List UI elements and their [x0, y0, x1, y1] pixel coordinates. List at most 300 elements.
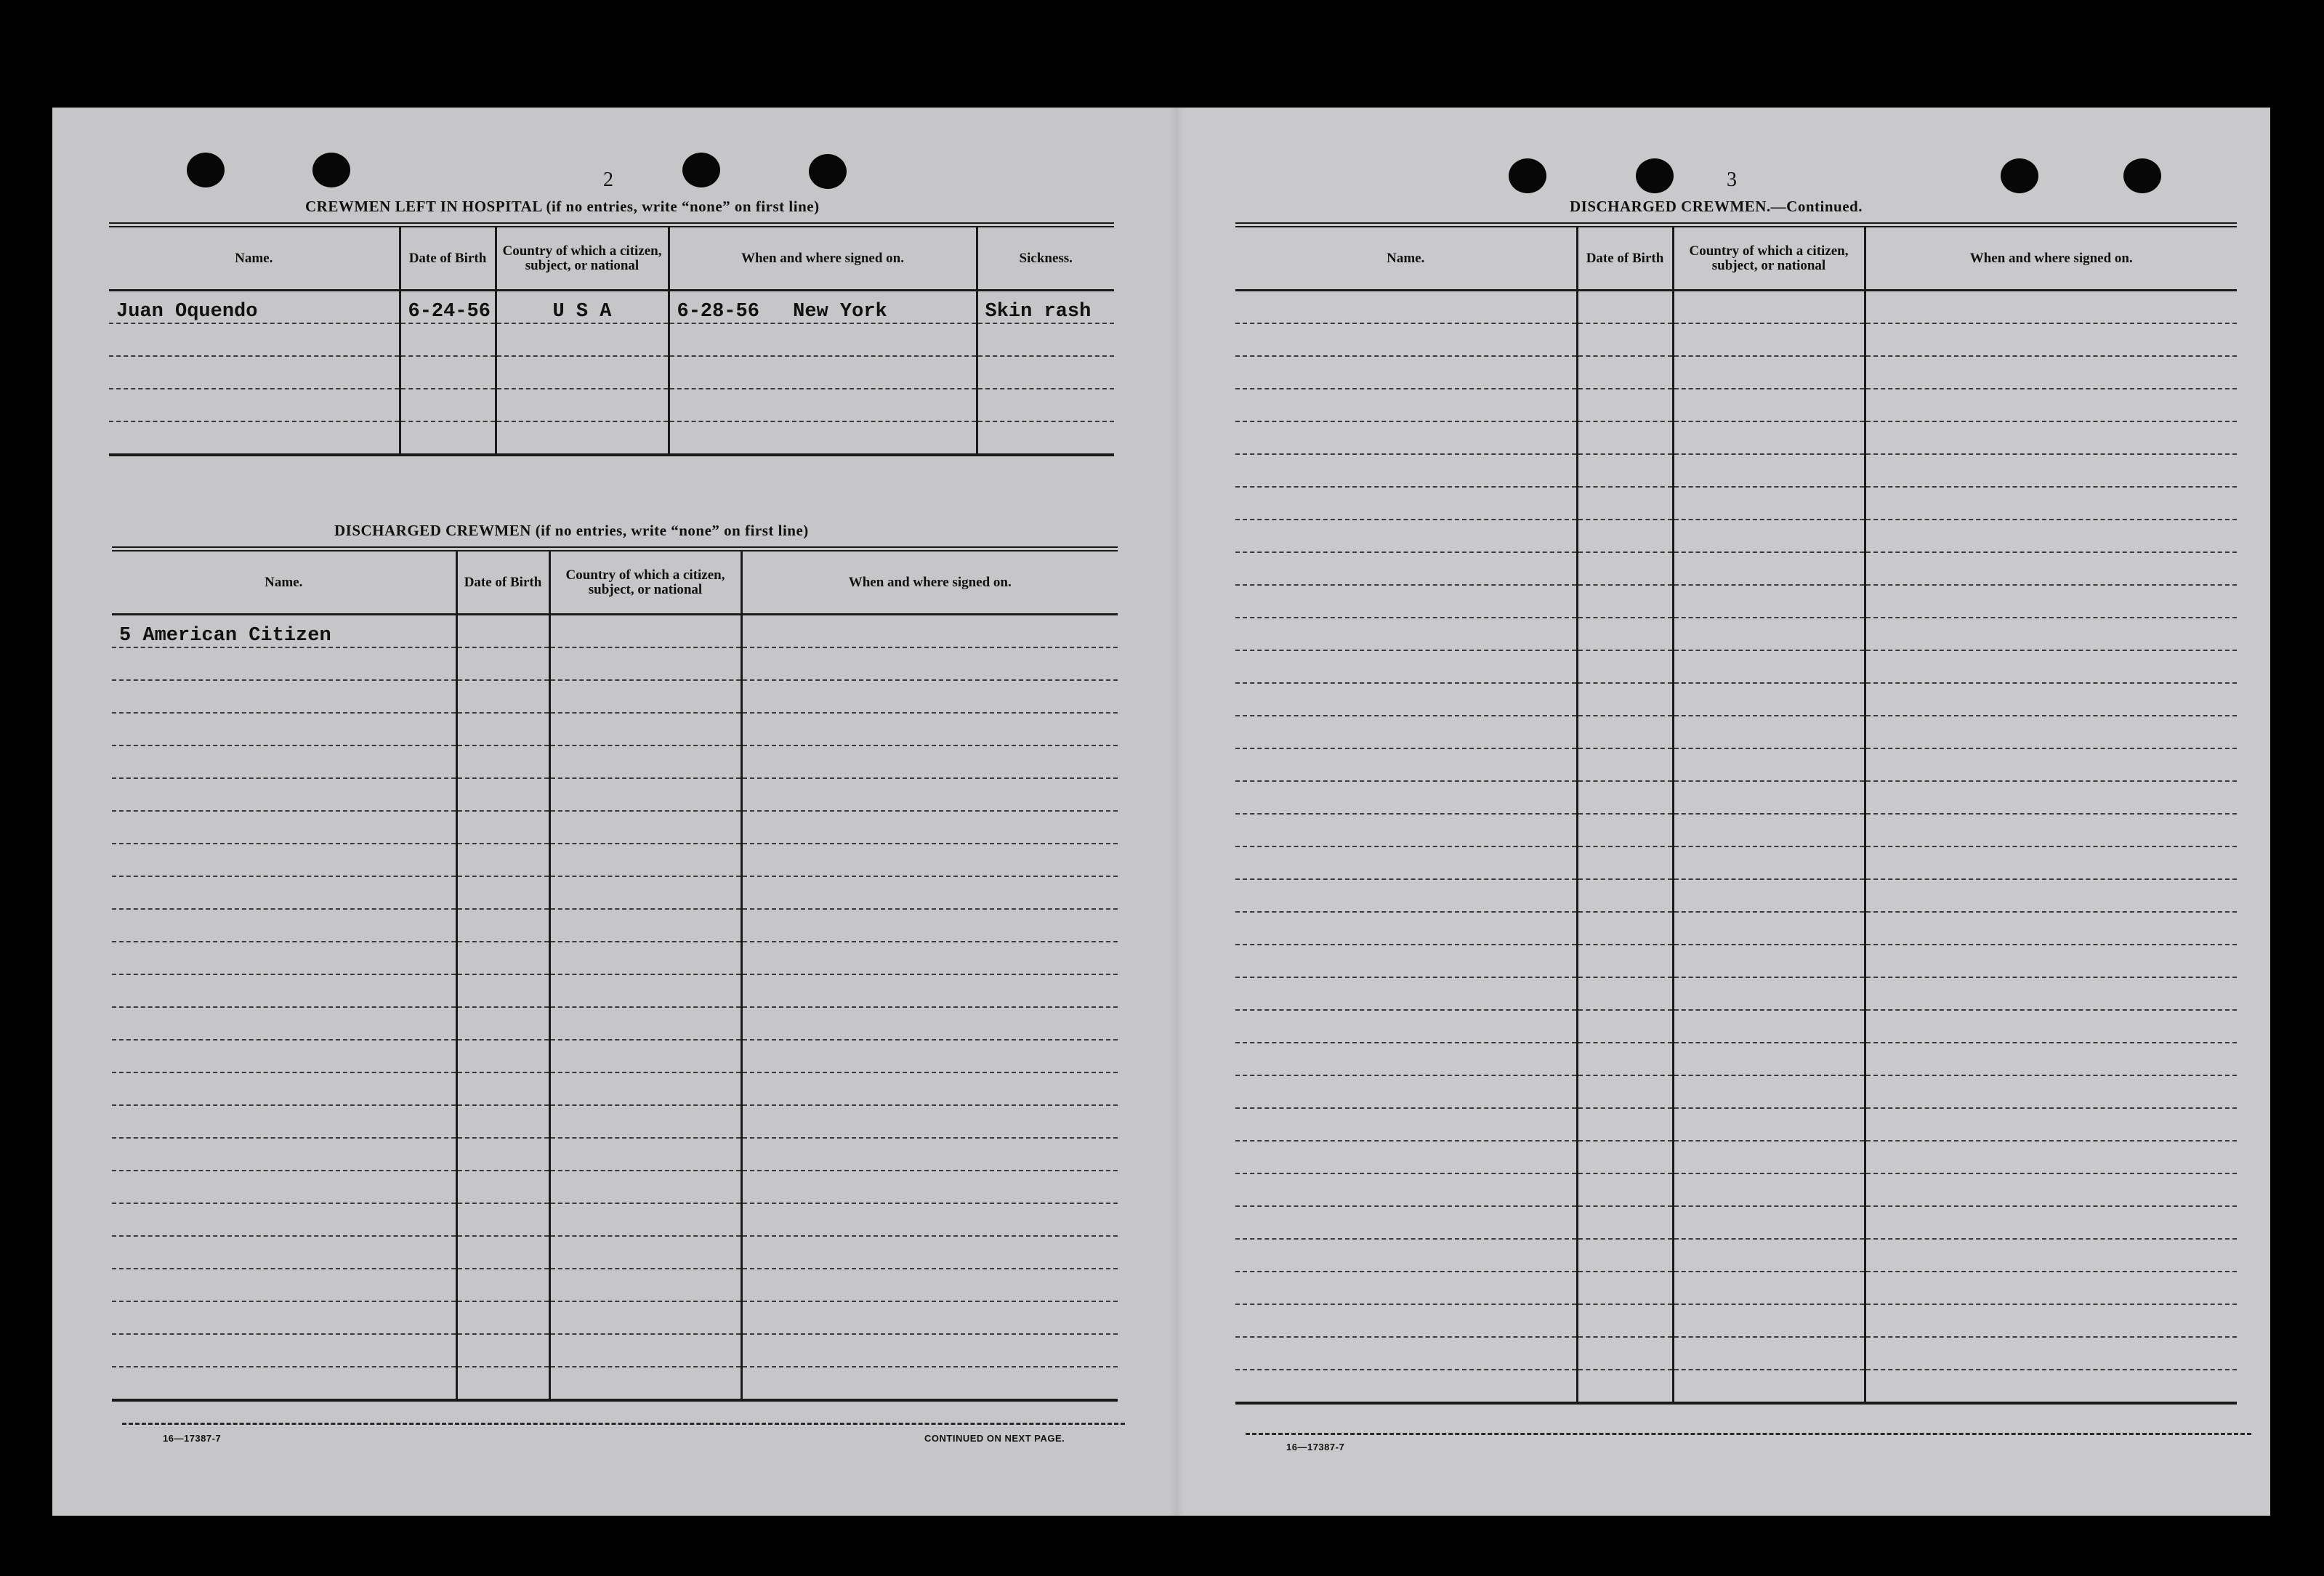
blank-cell	[1235, 1370, 1577, 1403]
table-row	[1235, 323, 2237, 356]
blank-cell	[1577, 389, 1673, 421]
blank-cell	[1865, 291, 2237, 324]
blank-cell	[1577, 585, 1673, 618]
blank-cell	[1577, 1370, 1673, 1403]
blank-cell	[1865, 585, 2237, 618]
blank-cell	[549, 1236, 741, 1269]
blank-cell	[1235, 618, 1577, 650]
table-row	[1235, 879, 2237, 912]
punch-hole	[1636, 158, 1674, 193]
blank-cell	[549, 1203, 741, 1236]
column-header-country: Country of which a citizen, subject, or national	[1673, 225, 1865, 291]
blank-cell	[1673, 552, 1865, 585]
table-row	[112, 1236, 1118, 1269]
table-row	[112, 876, 1118, 909]
blank-cell	[456, 745, 549, 778]
table-row	[112, 1269, 1118, 1301]
column-header-date-of-birth: Date of Birth	[456, 549, 549, 615]
blank-cell	[741, 1236, 1118, 1269]
form-number: 16—17387-7	[163, 1433, 222, 1444]
blank-cell	[1865, 1141, 2237, 1173]
table-row	[112, 1105, 1118, 1138]
blank-cell	[549, 974, 741, 1007]
blank-cell	[1577, 1206, 1673, 1239]
blank-cell	[456, 778, 549, 811]
table-row	[1235, 1337, 2237, 1370]
discharged-continued-table	[1235, 222, 2237, 1405]
blank-cell	[112, 942, 456, 974]
blank-cell	[456, 713, 549, 745]
blank-cell	[1673, 1239, 1865, 1272]
blank-cell	[1577, 1108, 1673, 1141]
discharged-signed-cell	[741, 615, 1118, 648]
table-row	[1235, 389, 2237, 421]
table-row	[112, 1334, 1118, 1367]
blank-cell	[456, 844, 549, 876]
blank-cell	[1673, 781, 1865, 814]
blank-cell	[741, 647, 1118, 680]
blank-cell	[1235, 1075, 1577, 1108]
table-row	[1235, 1304, 2237, 1337]
blank-cell	[1673, 977, 1865, 1010]
punch-hole	[1509, 158, 1546, 193]
table-row	[109, 291, 1114, 324]
table-row	[112, 1301, 1118, 1334]
blank-cell	[1235, 977, 1577, 1010]
table-row	[1235, 781, 2237, 814]
column-header-country: Country of which a citizen, subject, or national	[549, 549, 741, 615]
blank-cell	[1235, 945, 1577, 977]
blank-cell	[1577, 781, 1673, 814]
table-row	[112, 942, 1118, 974]
blank-cell	[1577, 650, 1673, 683]
table-row	[1235, 977, 2237, 1010]
blank-cell	[1577, 879, 1673, 912]
blank-cell	[112, 811, 456, 844]
blank-cell	[1865, 1370, 2237, 1403]
blank-cell	[741, 713, 1118, 745]
table-row	[1235, 1141, 2237, 1173]
blank-cell	[741, 680, 1118, 713]
blank-cell	[1235, 1239, 1577, 1272]
blank-cell	[1235, 683, 1577, 716]
table-row	[112, 1007, 1118, 1040]
blank-cell	[112, 1072, 456, 1105]
table-row	[1235, 421, 2237, 454]
table-row	[1235, 716, 2237, 748]
blank-cell	[741, 909, 1118, 942]
table-row	[112, 974, 1118, 1007]
blank-cell	[456, 811, 549, 844]
table-row	[1235, 846, 2237, 879]
blank-cell	[1865, 781, 2237, 814]
discharged-title-note: (if no entries, write “none” on first line)	[535, 522, 809, 539]
blank-cell	[1673, 650, 1865, 683]
blank-cell	[1673, 1272, 1865, 1304]
table-row	[1235, 1108, 2237, 1141]
discharged-table	[112, 546, 1118, 1402]
blank-cell	[1577, 945, 1673, 977]
blank-cell	[1235, 1141, 1577, 1173]
discharged-title-text: DISCHARGED CREWMEN	[334, 522, 531, 539]
blank-cell	[1865, 323, 2237, 356]
column-header-date-of-birth: Date of Birth	[1577, 225, 1673, 291]
blank-cell	[112, 1301, 456, 1334]
blank-cell	[1865, 487, 2237, 520]
blank-cell	[549, 942, 741, 974]
blank-cell	[1577, 1173, 1673, 1206]
blank-cell	[1865, 421, 2237, 454]
blank-cell	[1673, 846, 1865, 879]
blank-cell	[1235, 748, 1577, 781]
blank-cell	[1865, 454, 2237, 487]
blank-cell	[1577, 1304, 1673, 1337]
blank-cell	[1577, 977, 1673, 1010]
table-row	[1235, 814, 2237, 846]
blank-cell	[741, 844, 1118, 876]
blank-cell	[1235, 520, 1577, 552]
discharged-name-cell: 5 American Citizen	[112, 615, 456, 648]
blank-cell	[1577, 291, 1673, 324]
blank-cell	[1577, 520, 1673, 552]
blank-cell	[1673, 1304, 1865, 1337]
blank-cell	[1577, 716, 1673, 748]
column-header-name: Name.	[112, 549, 456, 615]
blank-cell	[1577, 912, 1673, 945]
blank-cell	[1865, 389, 2237, 421]
blank-cell	[1673, 945, 1865, 977]
blank-cell	[1577, 1272, 1673, 1304]
blank-cell	[1673, 1337, 1865, 1370]
blank-cell	[1865, 912, 2237, 945]
blank-cell	[1235, 552, 1577, 585]
blank-cell	[456, 1236, 549, 1269]
blank-cell	[1865, 945, 2237, 977]
blank-cell	[1577, 1043, 1673, 1075]
blank-cell	[549, 909, 741, 942]
table-row	[112, 1203, 1118, 1236]
blank-cell	[1235, 879, 1577, 912]
table-row	[112, 1138, 1118, 1171]
blank-cell	[1865, 1239, 2237, 1272]
blank-cell	[741, 1269, 1118, 1301]
blank-cell	[1235, 1043, 1577, 1075]
discharged-dob-cell	[456, 615, 549, 648]
punch-hole	[187, 153, 225, 187]
blank-cell	[1577, 1239, 1673, 1272]
table-row	[1235, 1370, 2237, 1403]
column-header-signed-on: When and where signed on.	[669, 225, 977, 291]
blank-cell	[1577, 1075, 1673, 1108]
blank-cell	[112, 1105, 456, 1138]
blank-cell	[1865, 1043, 2237, 1075]
blank-cell	[1865, 552, 2237, 585]
blank-cell	[112, 974, 456, 1007]
blank-cell	[1673, 356, 1865, 389]
blank-cell	[1673, 618, 1865, 650]
column-header-sickness: Sickness.	[977, 225, 1114, 291]
table-row	[109, 421, 1114, 455]
page-number: 3	[1727, 169, 1737, 191]
blank-cell	[1865, 683, 2237, 716]
blank-cell	[549, 1334, 741, 1367]
hospital-title-note: (if no entries, write “none” on first line)	[546, 198, 820, 215]
table-row	[112, 1367, 1118, 1400]
table-row	[112, 1040, 1118, 1072]
blank-cell	[741, 942, 1118, 974]
blank-cell	[549, 745, 741, 778]
table-row	[1235, 1239, 2237, 1272]
blank-cell	[741, 778, 1118, 811]
blank-cell	[1865, 1304, 2237, 1337]
hospital-table	[109, 222, 1114, 456]
blank-cell	[112, 876, 456, 909]
table-row	[1235, 585, 2237, 618]
blank-cell	[1865, 1075, 2237, 1108]
blank-cell	[1865, 1173, 2237, 1206]
blank-cell	[1865, 846, 2237, 879]
discharged-continued-title: DISCHARGED CREWMEN.—Continued.	[1570, 198, 1863, 215]
blank-cell	[1577, 487, 1673, 520]
blank-cell	[741, 1334, 1118, 1367]
blank-cell	[456, 1367, 549, 1400]
blank-cell	[1673, 389, 1865, 421]
table-row	[1235, 552, 2237, 585]
punch-hole	[682, 153, 720, 187]
blank-cell	[112, 1367, 456, 1400]
blank-cell	[1673, 585, 1865, 618]
blank-cell	[456, 1072, 549, 1105]
table-row	[1235, 945, 2237, 977]
blank-cell	[1235, 1173, 1577, 1206]
blank-cell	[1235, 1304, 1577, 1337]
table-row	[112, 680, 1118, 713]
blank-cell	[456, 1334, 549, 1367]
column-header-name: Name.	[1235, 225, 1577, 291]
hospital-section-title	[305, 198, 820, 216]
table-row	[1235, 1075, 2237, 1108]
blank-cell	[1577, 454, 1673, 487]
blank-cell	[741, 1203, 1118, 1236]
discharged-section-title	[334, 522, 809, 540]
blank-cell	[1673, 1173, 1865, 1206]
blank-cell	[1235, 781, 1577, 814]
blank-cell	[1673, 520, 1865, 552]
blank-cell	[1577, 552, 1673, 585]
column-header-country: Country of which a citizen, subject, or national	[496, 225, 669, 291]
blank-cell	[1865, 716, 2237, 748]
hospital-sickness-cell: Skin rash	[977, 291, 1114, 324]
blank-cell	[456, 1171, 549, 1203]
blank-cell	[112, 1203, 456, 1236]
blank-cell	[549, 778, 741, 811]
table-row	[112, 647, 1118, 680]
punch-hole	[2123, 158, 2161, 193]
blank-cell	[1577, 323, 1673, 356]
blank-cell	[1577, 1337, 1673, 1370]
blank-cell	[112, 1236, 456, 1269]
blank-cell	[741, 1105, 1118, 1138]
column-header-signed-on: When and where signed on.	[1865, 225, 2237, 291]
blank-cell	[1673, 814, 1865, 846]
blank-cell	[741, 876, 1118, 909]
blank-cell	[741, 745, 1118, 778]
blank-cell	[112, 1040, 456, 1072]
blank-cell	[1235, 356, 1577, 389]
table-row	[1235, 487, 2237, 520]
blank-cell	[112, 1171, 456, 1203]
blank-cell	[1673, 487, 1865, 520]
blank-cell	[1673, 683, 1865, 716]
blank-cell	[1577, 683, 1673, 716]
blank-cell	[1235, 389, 1577, 421]
blank-cell	[549, 1269, 741, 1301]
blank-cell	[549, 1040, 741, 1072]
blank-cell	[549, 1367, 741, 1400]
blank-cell	[112, 778, 456, 811]
blank-cell	[1865, 977, 2237, 1010]
blank-cell	[1673, 1010, 1865, 1043]
blank-cell	[1673, 1108, 1865, 1141]
hospital-dob-cell: 6-24-56	[400, 291, 496, 324]
table-row	[1235, 356, 2237, 389]
blank-cell	[549, 1072, 741, 1105]
blank-cell	[549, 1171, 741, 1203]
blank-cell	[549, 1105, 741, 1138]
blank-cell	[1673, 291, 1865, 324]
blank-cell	[1865, 1206, 2237, 1239]
blank-cell	[1235, 846, 1577, 879]
blank-cell	[1673, 1206, 1865, 1239]
table-row	[109, 323, 1114, 356]
bottom-rule	[1246, 1433, 2251, 1435]
bottom-rule	[122, 1423, 1125, 1425]
table-row	[1235, 618, 2237, 650]
hospital-signed-place: New York	[793, 301, 887, 323]
blank-cell	[112, 1007, 456, 1040]
blank-cell	[1577, 846, 1673, 879]
table-row	[112, 844, 1118, 876]
blank-cell	[1865, 1108, 2237, 1141]
blank-cell	[741, 1007, 1118, 1040]
blank-cell	[1235, 1010, 1577, 1043]
table-row	[112, 778, 1118, 811]
blank-cell	[1235, 585, 1577, 618]
blank-cell	[549, 1301, 741, 1334]
blank-cell	[741, 1367, 1118, 1400]
table-row	[112, 745, 1118, 778]
blank-cell	[1235, 716, 1577, 748]
blank-cell	[456, 1138, 549, 1171]
blank-cell	[112, 1269, 456, 1301]
blank-cell	[1673, 716, 1865, 748]
column-header-signed-on: When and where signed on.	[741, 549, 1118, 615]
table-row	[1235, 748, 2237, 781]
blank-cell	[1673, 879, 1865, 912]
blank-cell	[1235, 1337, 1577, 1370]
blank-cell	[1865, 1272, 2237, 1304]
blank-cell	[456, 1105, 549, 1138]
hospital-title-text: CREWMEN LEFT IN HOSPITAL	[305, 198, 542, 215]
blank-cell	[112, 745, 456, 778]
page-number: 2	[603, 169, 613, 191]
continued-note: CONTINUED ON NEXT PAGE.	[924, 1433, 1065, 1444]
blank-cell	[1865, 356, 2237, 389]
table-row	[1235, 1043, 2237, 1075]
blank-cell	[1865, 520, 2237, 552]
blank-cell	[1673, 1141, 1865, 1173]
blank-cell	[1673, 323, 1865, 356]
blank-cell	[549, 1007, 741, 1040]
blank-cell	[456, 1040, 549, 1072]
blank-cell	[112, 844, 456, 876]
table-row	[1235, 454, 2237, 487]
table-row	[1235, 1173, 2237, 1206]
hospital-signed-cell	[669, 291, 977, 324]
blank-cell	[1865, 879, 2237, 912]
table-row	[1235, 1272, 2237, 1304]
blank-cell	[456, 680, 549, 713]
blank-cell	[456, 909, 549, 942]
blank-cell	[1577, 421, 1673, 454]
blank-cell	[1235, 323, 1577, 356]
blank-cell	[1673, 1370, 1865, 1403]
blank-cell	[741, 1138, 1118, 1171]
column-header-name: Name.	[109, 225, 400, 291]
blank-cell	[1673, 1075, 1865, 1108]
blank-cell	[456, 876, 549, 909]
blank-cell	[1673, 454, 1865, 487]
blank-cell	[549, 680, 741, 713]
blank-cell	[456, 942, 549, 974]
punch-hole	[2001, 158, 2038, 193]
blank-cell	[112, 909, 456, 942]
table-row	[112, 1072, 1118, 1105]
blank-cell	[456, 647, 549, 680]
blank-cell	[112, 680, 456, 713]
blank-cell	[1577, 814, 1673, 846]
table-row	[112, 615, 1118, 648]
punch-hole	[809, 154, 847, 189]
blank-cell	[1865, 1337, 2237, 1370]
blank-cell	[741, 1040, 1118, 1072]
hospital-name-cell: Juan Oquendo	[109, 291, 400, 324]
blank-cell	[549, 1138, 741, 1171]
blank-cell	[1673, 421, 1865, 454]
table-row	[112, 811, 1118, 844]
blank-cell	[549, 876, 741, 909]
hospital-signed-date: 6-28-56	[677, 301, 759, 323]
table-row	[112, 909, 1118, 942]
blank-cell	[549, 811, 741, 844]
blank-cell	[1235, 814, 1577, 846]
table-row	[112, 1171, 1118, 1203]
table-row	[1235, 1206, 2237, 1239]
blank-cell	[456, 1007, 549, 1040]
blank-cell	[112, 713, 456, 745]
blank-cell	[1235, 421, 1577, 454]
blank-cell	[741, 974, 1118, 1007]
blank-cell	[1577, 1141, 1673, 1173]
blank-cell	[1865, 618, 2237, 650]
table-row	[1235, 291, 2237, 324]
blank-cell	[1673, 1043, 1865, 1075]
blank-cell	[1865, 1010, 2237, 1043]
blank-cell	[741, 1072, 1118, 1105]
blank-cell	[549, 647, 741, 680]
table-row	[109, 356, 1114, 389]
blank-cell	[1235, 1206, 1577, 1239]
